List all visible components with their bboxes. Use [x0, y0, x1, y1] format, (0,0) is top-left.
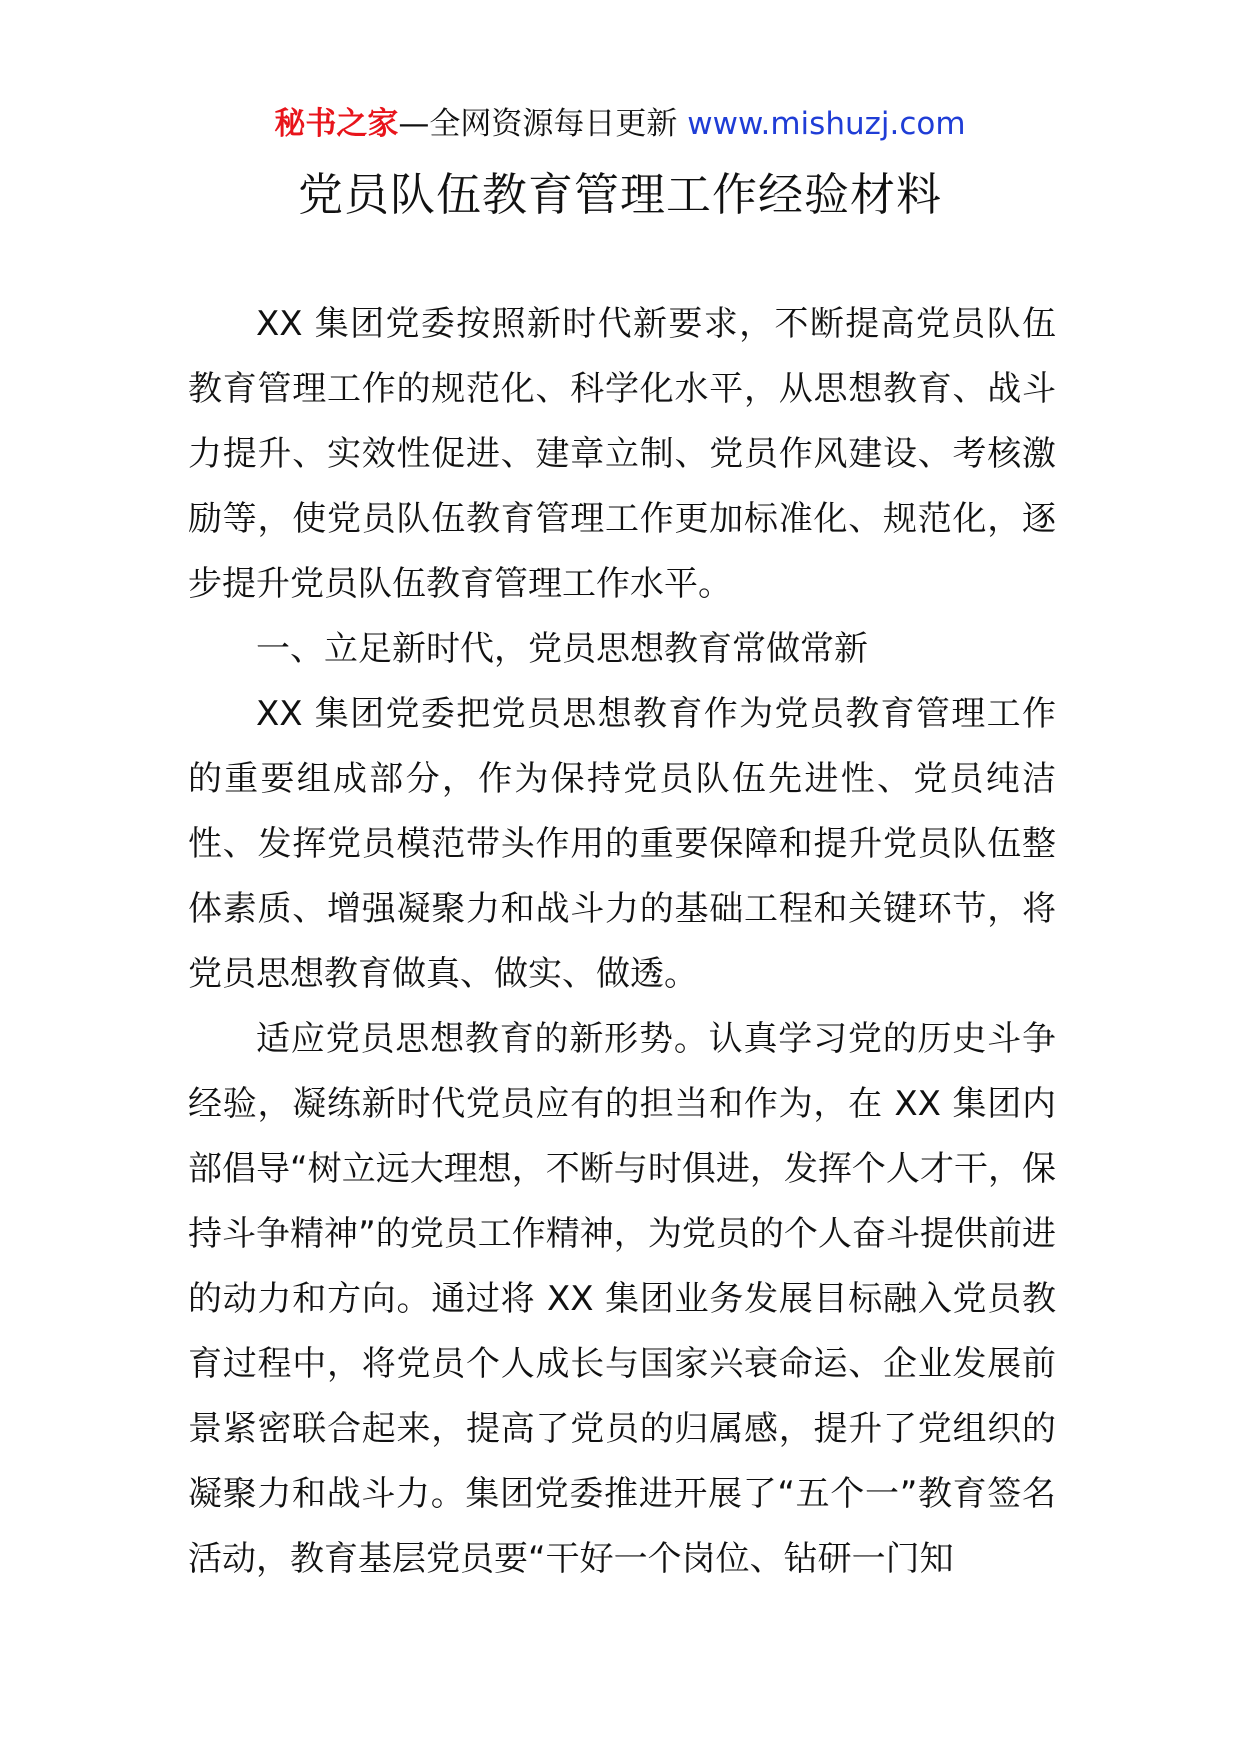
paragraph-section1-detail: 适应党员思想教育的新形势。认真学习党的历史斗争经验，凝练新时代党员应有的担当和作为，在 XX 集团内部倡导“树立远大理想，不断与时俱进，发挥个人才干，保持斗争精神”的党员工作精神，为党员的个人奋斗提供前进的动力和方向。通过将 XX 集团业务发展目标融入党员教育过程中，将党员个人成长与国家兴衰命运、企业发展前景紧密联合起来，提高了党员的归属感，提升了党组织的凝聚力和战斗力。集团党委推进开展了“五个一”教育签名活动，教育基层党员要“干好一个岗位、钻研一门知 — [188, 1019, 1056, 1579]
site-url-link[interactable]: www.mishuzj.com — [687, 106, 966, 142]
section-heading-1: 一、立足新时代，党员思想教育常做常新 — [256, 629, 868, 669]
document-title: 党员队伍教育管理工作经验材料 — [297, 168, 942, 221]
paragraph-intro: XX 集团党委按照新时代新要求，不断提高党员队伍教育管理工作的规范化、科学化水平，从思想教育、战斗力提升、实效性促进、建章立制、党员作风建设、考核激励等，使党员队伍教育管理工作更加标准化、规范化，逐步提升党员队伍教育管理工作水平。 — [188, 304, 1056, 604]
brand-name: 秘书之家 — [274, 106, 399, 142]
paragraph-section1-overview: XX 集团党委把党员思想教育作为党员教育管理工作的重要组成部分，作为保持党员队伍先进性、党员纯洁性、发挥党员模范带头作用的重要保障和提升党员队伍整体素质、增强凝聚力和战斗力的基础工程和关键环节，将党员思想教育做真、做实、做透。 — [188, 694, 1056, 994]
document-body — [188, 292, 1056, 1592]
header-slogan: —全网资源每日更新 — [398, 106, 688, 142]
watermark-header — [0, 98, 1240, 150]
